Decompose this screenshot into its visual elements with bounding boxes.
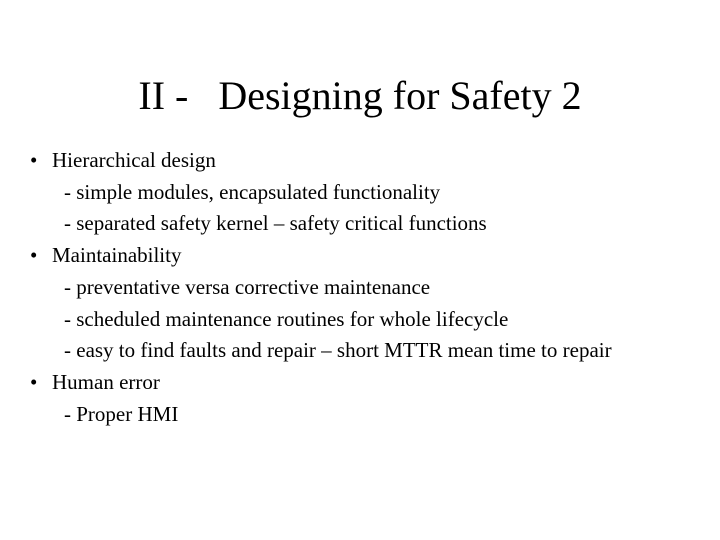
sub-point: - separated safety kernel – safety critical functions [64, 211, 487, 236]
sub-point: - Proper HMI [64, 401, 179, 426]
bullet-heading: Hierarchical design [52, 148, 216, 172]
section-maintainability [30, 240, 710, 367]
bullet-item [30, 145, 710, 177]
bullet-item [30, 367, 710, 399]
sub-point: - preventative versa corrective maintenance [64, 274, 431, 299]
bullet-icon: • [30, 369, 38, 394]
sub-point: - scheduled maintenance routines for whole lifecycle [64, 306, 509, 331]
sub-point: - simple modules, encapsulated functionality [64, 179, 441, 204]
bullet-icon: • [30, 148, 38, 172]
bullet-icon: • [30, 243, 38, 268]
section-human-error [30, 367, 710, 430]
bullet-item [30, 240, 710, 272]
bullet-heading: Maintainability [52, 243, 182, 268]
slide-body [30, 145, 710, 430]
section-hierarchical-design [30, 145, 710, 240]
sub-point: - easy to find faults and repair – short MTTR mean time to repair [64, 338, 612, 363]
slide-title: II - Designing for Safety 2 [138, 73, 582, 118]
bullet-heading: Human error [52, 369, 160, 394]
